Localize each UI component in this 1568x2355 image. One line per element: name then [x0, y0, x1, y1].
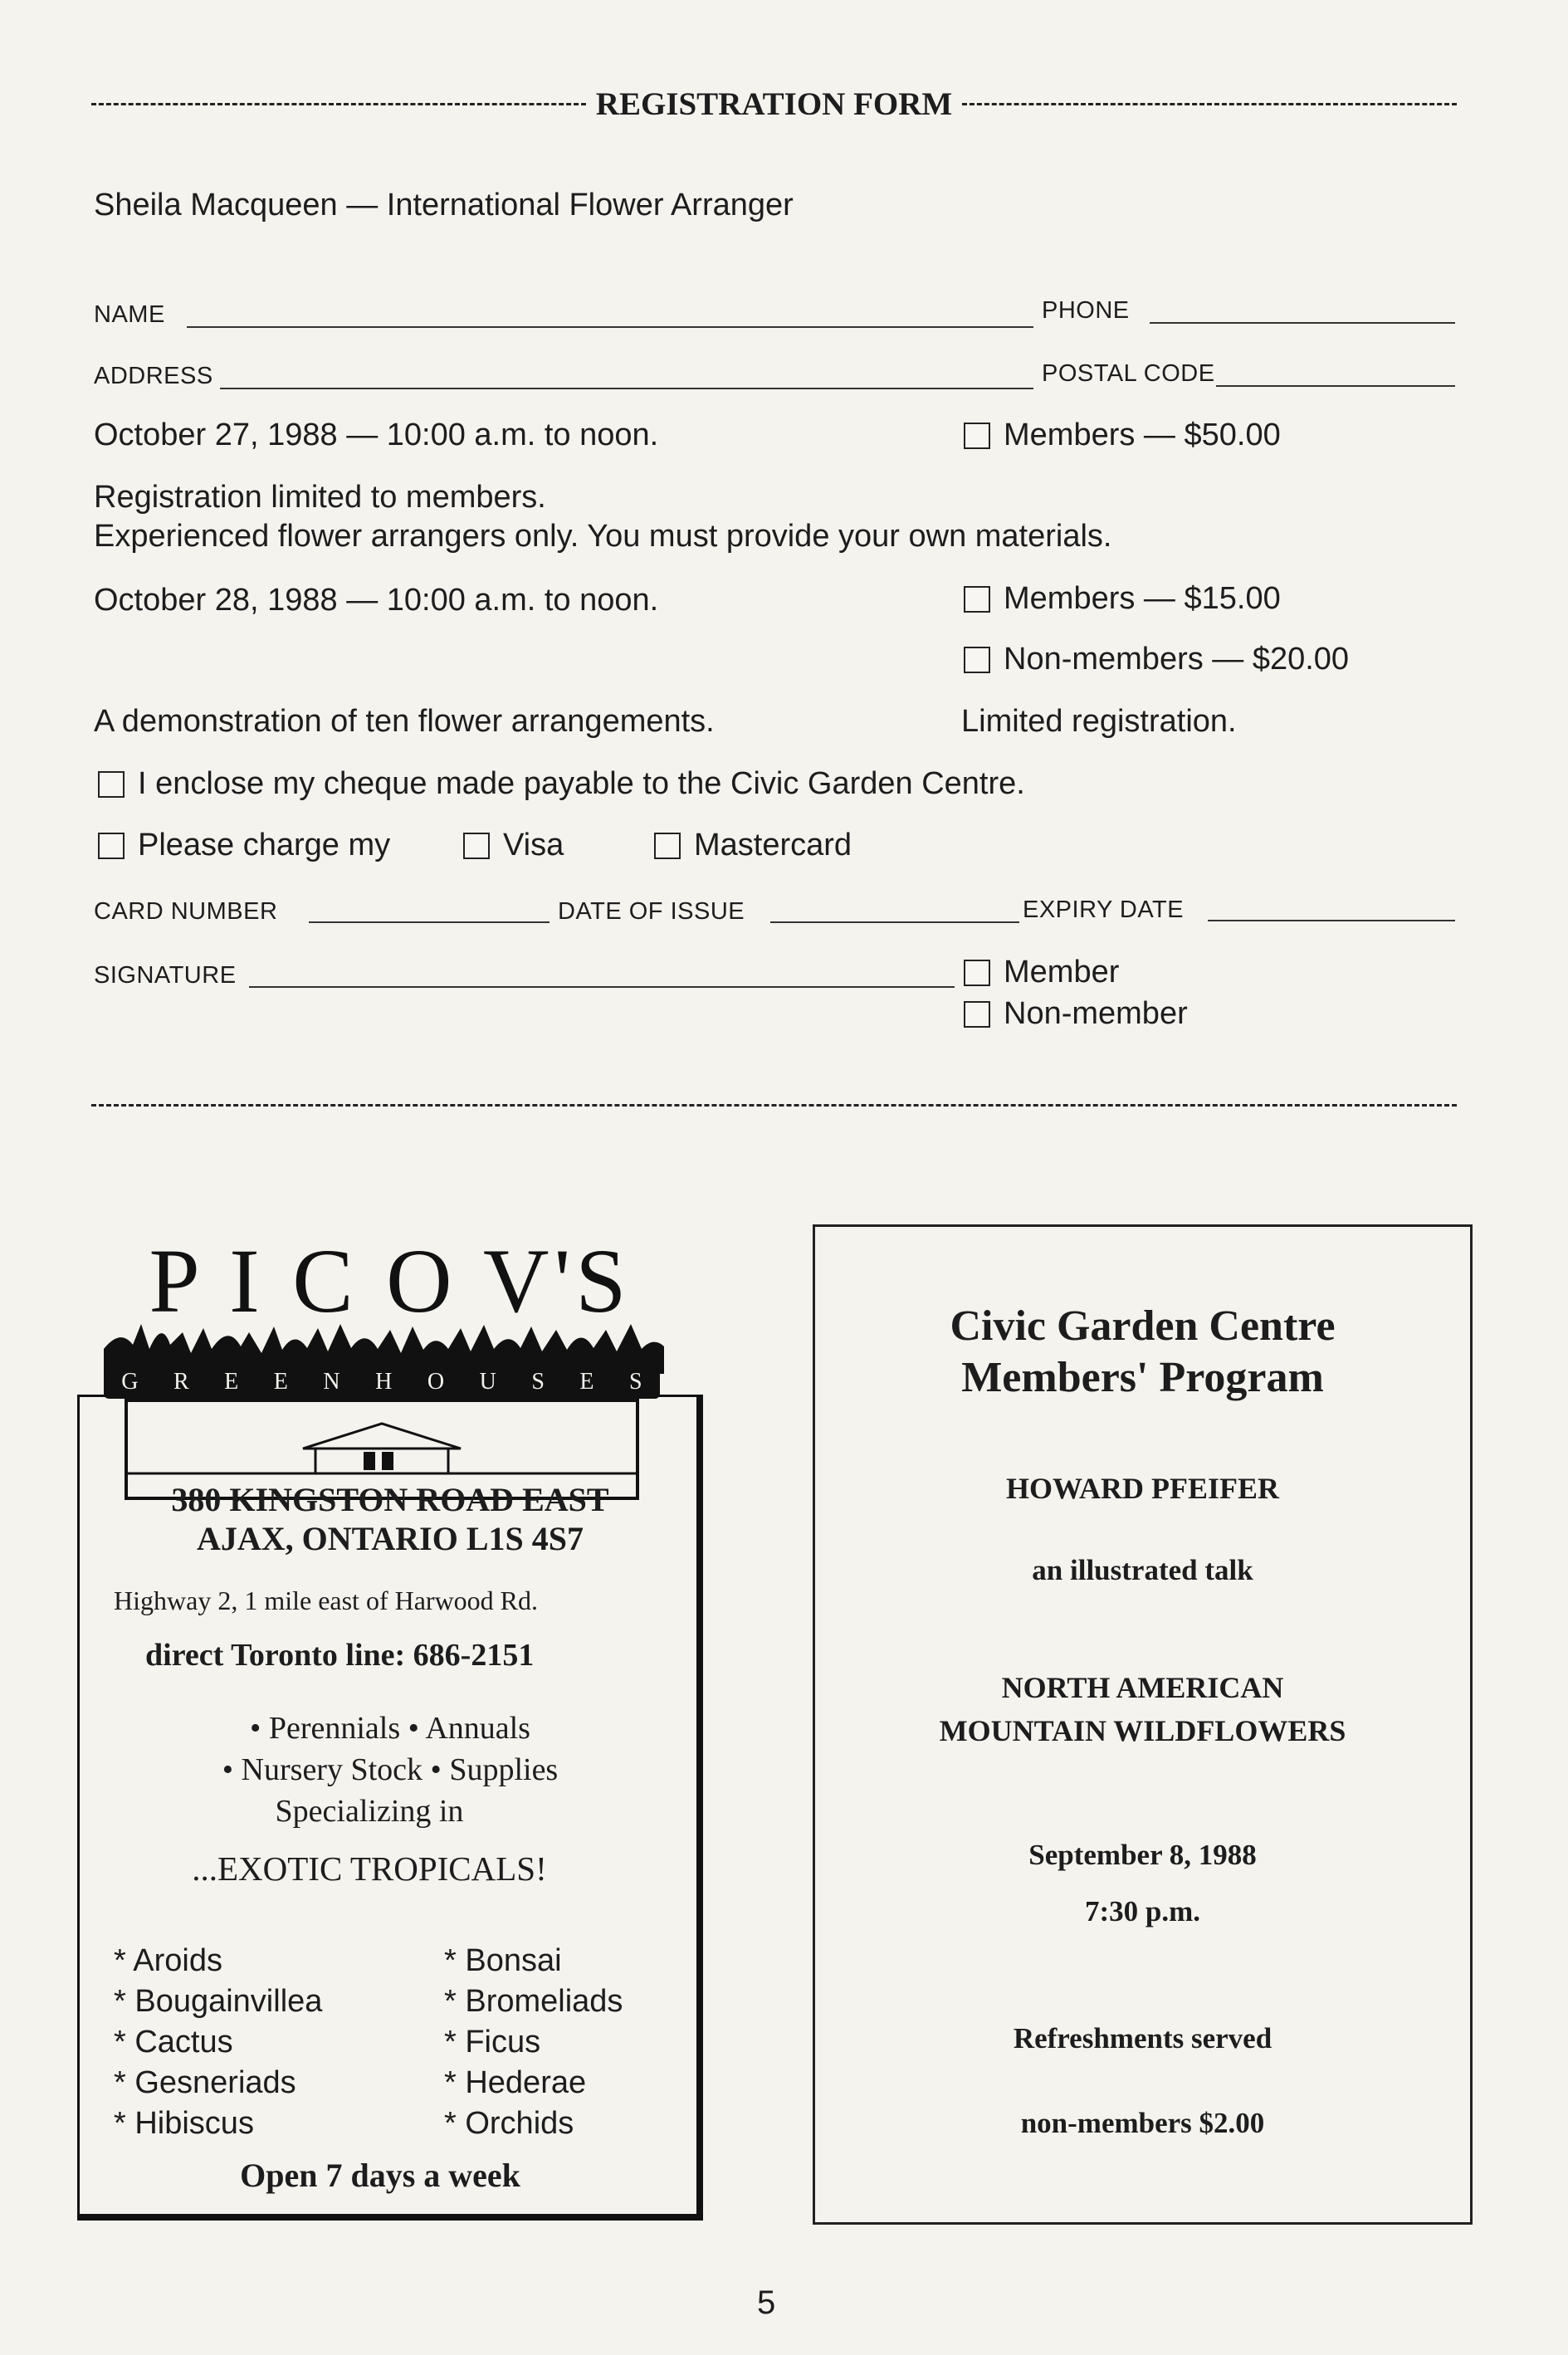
- phone-field[interactable]: [1150, 322, 1455, 324]
- dashed-rule: [962, 103, 1457, 105]
- banner-letter: E: [224, 1369, 239, 1395]
- session1-note2: Experienced flower arrangers only. You must provide your own materials.: [94, 519, 1112, 554]
- ad-specializing: Specializing in: [275, 1794, 464, 1829]
- checkbox[interactable]: [98, 771, 125, 798]
- expiry-date-label: EXPIRY DATE: [1023, 897, 1185, 923]
- picovs-logo: [104, 1229, 664, 1502]
- banner-letter: O: [427, 1369, 445, 1395]
- plants-silhouette-icon: [104, 1312, 664, 1374]
- program-talk: an illustrated talk: [1032, 1554, 1253, 1586]
- name-label: NAME: [94, 301, 165, 328]
- charge-option[interactable]: [98, 828, 390, 863]
- mastercard-label: Mastercard: [694, 828, 852, 862]
- session1-members-option[interactable]: [964, 418, 1281, 453]
- cut-line: [91, 1104, 1457, 1107]
- form-subtitle: Sheila Macqueen — International Flower Arranger: [94, 188, 794, 222]
- name-field[interactable]: [187, 326, 1033, 328]
- banner-letter: H: [375, 1369, 393, 1395]
- plant-item: * Bougainvillea: [114, 1984, 323, 2019]
- cheque-option[interactable]: [98, 766, 1025, 802]
- signature-label: SIGNATURE: [94, 962, 237, 989]
- program-date: September 8, 1988: [1028, 1839, 1257, 1871]
- checkbox[interactable]: [964, 960, 990, 986]
- plant-item: * Gesneriads: [114, 2065, 296, 2100]
- card-number-field[interactable]: [309, 921, 550, 923]
- charge-label: Please charge my: [138, 828, 391, 862]
- dashed-rule: [91, 103, 586, 105]
- banner-letter: N: [323, 1369, 340, 1395]
- program-time: 7:30 p.m.: [1084, 1895, 1201, 1927]
- page-number: 5: [757, 2284, 776, 2321]
- phone-label: PHONE: [1042, 297, 1130, 324]
- banner-letter: S: [629, 1369, 642, 1395]
- member-option[interactable]: [964, 955, 1119, 990]
- member-label: Member: [1004, 955, 1120, 989]
- program-topic-line1: NORTH AMERICAN: [1001, 1671, 1284, 1704]
- plant-item: * Bonsai: [444, 1943, 562, 1978]
- ad-open-hours: Open 7 days a week: [240, 2157, 520, 2194]
- banner-letter: R: [173, 1369, 189, 1395]
- checkbox[interactable]: [964, 586, 990, 613]
- session2-date: October 28, 1988 — 10:00 a.m. to noon.: [94, 583, 659, 618]
- program-refreshments: Refreshments served: [1013, 2022, 1272, 2055]
- ad-phone: direct Toronto line: 686-2151: [145, 1638, 535, 1673]
- plant-item: * Hederae: [444, 2065, 587, 2100]
- nonmember-option[interactable]: [964, 996, 1188, 1032]
- banner-letter: S: [531, 1369, 545, 1395]
- ad-product-line1: • Perennials • Annuals: [250, 1711, 530, 1746]
- session1-members-label: Members — $50.00: [1004, 418, 1281, 452]
- plant-item: * Bromeliads: [444, 1984, 623, 2019]
- plant-item: * Cactus: [114, 2025, 233, 2059]
- postal-code-label: POSTAL CODE: [1042, 360, 1215, 387]
- plant-item: * Ficus: [444, 2025, 541, 2059]
- form-title-row: [91, 83, 1457, 125]
- date-of-issue-label: DATE OF ISSUE: [558, 898, 745, 925]
- program-speaker: HOWARD PFEIFER: [1005, 1472, 1279, 1505]
- plant-item: * Hibiscus: [114, 2106, 254, 2141]
- session1-date: October 27, 1988 — 10:00 a.m. to noon.: [94, 418, 659, 452]
- cheque-label: I enclose my cheque made payable to the Civic Garden Centre.: [138, 766, 1025, 801]
- checkbox[interactable]: [98, 833, 125, 859]
- plant-item: * Aroids: [114, 1943, 222, 1978]
- banner-letter: E: [579, 1369, 594, 1395]
- banner-letter: U: [479, 1369, 496, 1395]
- ad-exotic-tropicals: ...EXOTIC TROPICALS!: [192, 1849, 547, 1888]
- checkbox[interactable]: [654, 833, 681, 859]
- visa-label: Visa: [503, 828, 564, 862]
- session2-nonmembers-label: Non-members — $20.00: [1004, 642, 1350, 677]
- banner-letter: G: [121, 1369, 139, 1395]
- signature-field[interactable]: [249, 986, 955, 988]
- ad-address-line2: AJAX, ONTARIO L1S 4S7: [197, 1520, 584, 1557]
- form-title: REGISTRATION FORM: [595, 86, 953, 122]
- program-title-line1: Civic Garden Centre: [950, 1302, 1336, 1350]
- visa-option[interactable]: [463, 828, 564, 863]
- greenhouses-banner: [104, 1366, 660, 1399]
- ad-directions: Highway 2, 1 mile east of Harwood Rd.: [114, 1585, 539, 1615]
- banner-letter: E: [273, 1369, 288, 1395]
- checkbox[interactable]: [964, 1001, 990, 1028]
- logo-text: P I C O V'S: [149, 1230, 632, 1331]
- ad-address-line1: 380 KINGSTON ROAD EAST: [171, 1481, 609, 1518]
- postal-code-field[interactable]: [1216, 385, 1455, 387]
- plant-item: * Orchids: [444, 2106, 574, 2141]
- checkbox[interactable]: [964, 423, 990, 449]
- card-number-label: CARD NUMBER: [94, 898, 278, 925]
- session2-members-label: Members — $15.00: [1004, 581, 1281, 616]
- nonmember-label: Non-member: [1004, 996, 1188, 1031]
- program-title-line2: Members' Program: [961, 1354, 1324, 1401]
- limited-registration: Limited registration.: [961, 704, 1237, 739]
- session1-note1: Registration limited to members.: [94, 480, 546, 515]
- address-field[interactable]: [220, 388, 1033, 389]
- checkbox[interactable]: [964, 647, 990, 673]
- program-fee: non-members $2.00: [1020, 2107, 1265, 2139]
- address-label: ADDRESS: [94, 363, 213, 389]
- program-topic-line2: MOUNTAIN WILDFLOWERS: [939, 1714, 1346, 1747]
- session2-description: A demonstration of ten flower arrangements.: [94, 704, 715, 739]
- session2-nonmembers-option[interactable]: [964, 642, 1349, 677]
- date-of-issue-field[interactable]: [770, 921, 1019, 923]
- expiry-date-field[interactable]: [1208, 920, 1455, 921]
- checkbox[interactable]: [463, 833, 490, 859]
- session2-members-option[interactable]: [964, 581, 1281, 617]
- mastercard-option[interactable]: [654, 828, 852, 863]
- ad-product-line2: • Nursery Stock • Supplies: [222, 1752, 559, 1787]
